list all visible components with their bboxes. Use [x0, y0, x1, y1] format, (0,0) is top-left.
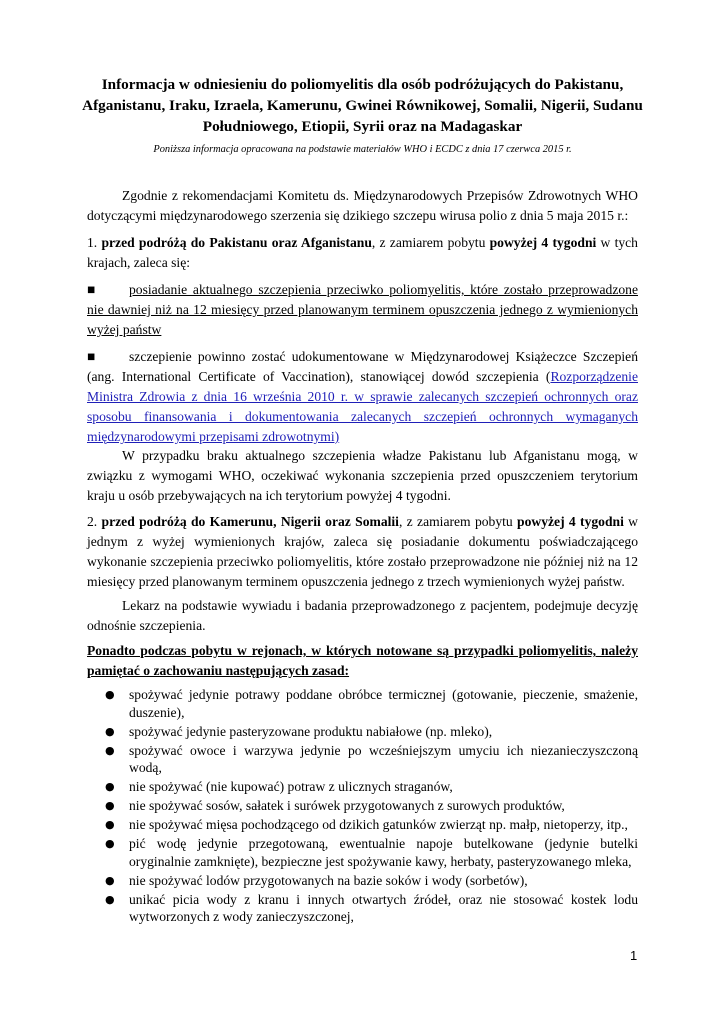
- section-1-destination: przed podróżą do Pakistanu oraz Afganistanu: [101, 235, 372, 250]
- list-item-text: unikać picia wody z kranu i innych otwartych źródeł, oraz nie stosować kostek lodu wytworzonych z wody zanieczyszczonej,: [129, 891, 638, 924]
- list-item-text: nie spożywać lodów przygotowanych na bazie soków i wody (sorbetów),: [129, 872, 528, 888]
- bullet-icon: ●: [105, 818, 115, 831]
- list-item-text: spożywać owoce i warzywa jedynie po wcześniejszym umyciu ich niezanieczyszczoną wodą,: [129, 742, 638, 775]
- list-item-text: spożywać jedynie pasteryzowane produktu nabiałowe (np. mleko),: [129, 723, 493, 739]
- doctor-paragraph: Lekarz na podstawie wywiadu i badania przeprowadzonego z pacjentem, podejmuje decyzję odnośnie szczepienia.: [87, 598, 638, 633]
- regulation-link[interactable]: Rozporządzenie Ministra Zdrowia z dnia 16 września 2010 r. w sprawie zalecanych szczepień ochronnych oraz sposobu finansowania i dokumentowania zalecanych szczepień ochronnych wymaganych międzynarodowymi przepisami zdrowotnymi): [87, 369, 638, 444]
- intro-paragraph: Zgodnie z rekomendacjami Komitetu ds. Międzynarodowych Przepisów Zdrowotnych WHO dotyczącymi międzynarodowego szerzenia się dzikiego szczepu wirusa polio z dnia 5 maja 2015 r.:: [87, 188, 638, 223]
- bullet-icon: ●: [105, 688, 115, 701]
- point-2: [87, 347, 638, 447]
- bullet-icon: ●: [105, 724, 115, 738]
- list-item: [87, 891, 638, 926]
- list-item: [87, 778, 638, 796]
- list-item: [87, 872, 638, 890]
- list-item: [87, 686, 638, 721]
- rules-list: [87, 686, 638, 927]
- page-number: 1: [630, 948, 638, 963]
- document-subtitle: Poniższa informacja opracowana na podstawie materiałów WHO i ECDC z dnia 17 czerwca 2015 r.: [153, 144, 572, 155]
- bullet-icon: ●: [105, 780, 115, 793]
- square-bullet-icon: ■: [87, 349, 96, 364]
- list-item-text: nie spożywać (nie kupować) potraw z ulicznych straganów,: [129, 779, 453, 794]
- section-1-number: 1.: [87, 235, 98, 250]
- point-1-text: posiadanie aktualnego szczepienia przeciwko poliomyelitis, które zostało przeprowadzone nie dawniej niż na 12 miesięcy przed planowanym terminem opuszczenia jednego z wymienionych wyżej państw: [87, 282, 638, 337]
- section-2-number: 2.: [87, 514, 98, 529]
- section-2: [87, 512, 638, 592]
- section-2-destination: przed podróżą do Kamerunu, Nigerii oraz Somalii: [101, 514, 399, 529]
- list-item: [87, 797, 638, 815]
- section-1-text-a: , z zamiarem pobytu: [371, 235, 490, 250]
- section-2-text-b: w jednym z wyżej wymienionych krajów, zaleca się posiadanie dokumentu poświadczającego wykonanie szczepienia przeciwko poliomyelitis, które zostało przeprowadzone nie później niż na 12 miesięcy przed planowanym terminem opuszczenia jednego z trzech wymienionych wyżej państw.: [87, 514, 638, 589]
- list-item-text: nie spożywać mięsa pochodzącego od dzikich gatunków zwierząt np. małp, nietoperzy, itp.,: [129, 817, 628, 832]
- rules-heading: Ponadto podczas pobytu w rejonach, w których notowane są przypadki poliomyelitis, należy pamiętać o zachowaniu następujących zasad:: [87, 643, 638, 678]
- bullet-icon: ●: [105, 873, 115, 887]
- bullet-icon: ●: [105, 743, 115, 757]
- section-1-text-b: w tych krajach, zaleca się:: [87, 235, 638, 270]
- bullet-icon: ●: [105, 799, 115, 812]
- point-2-text: szczepienie powinno zostać udokumentowane w Międzynarodowej Książeczce Szczepień (ang. International Certificate of Vaccination), stanowiącej dowód szczepienia (: [87, 349, 638, 384]
- list-item-text: spożywać jedynie potrawy poddane obróbce termicznej (gotowanie, pieczenie, smażenie, duszenie),: [129, 687, 638, 720]
- afghanistan-paragraph: W przypadku braku aktualnego szczepienia władze Pakistanu lub Afganistanu mogą, w związku z wymogami WHO, oczekiwać wykonania szczepienia przed opuszczeniem terytorium kraju u osób przebywających na ich terytorium powyżej 4 tygodni.: [87, 448, 638, 503]
- square-bullet-icon: ■: [87, 282, 96, 297]
- bullet-icon: ●: [105, 892, 115, 906]
- point-1: [87, 280, 638, 340]
- section-2-duration: powyżej 4 tygodni: [517, 514, 624, 529]
- bullet-icon: ●: [105, 837, 115, 850]
- list-item-text: nie spożywać sosów, sałatek i surówek przygotowanych z surowych produktów,: [129, 798, 565, 813]
- list-item: [87, 816, 638, 834]
- list-item-text: pić wodę jedynie przegotowaną, ewentualnie napoje butelkowane (jedynie butelki oryginalnie zamknięte), bezpieczne jest spożywanie kawy, herbaty, pasteryzowanego mleka,: [129, 836, 638, 869]
- section-1: [87, 233, 638, 273]
- list-item: [87, 742, 638, 777]
- section-2-text-a: , z zamiarem pobytu: [398, 514, 518, 529]
- list-item: [87, 835, 638, 870]
- section-1-duration: powyżej 4 tygodni: [489, 235, 597, 250]
- document-title: Informacja w odniesieniu do poliomyelitis dla osób podróżujących do Pakistanu, Afganistanu, Iraku, Izraela, Kamerunu, Gwinei Równikowej, Somalii, Nigerii, Sudanu Południowego, Etiopii, Syrii oraz na Madagaskar: [82, 76, 643, 135]
- list-item: [87, 723, 638, 741]
